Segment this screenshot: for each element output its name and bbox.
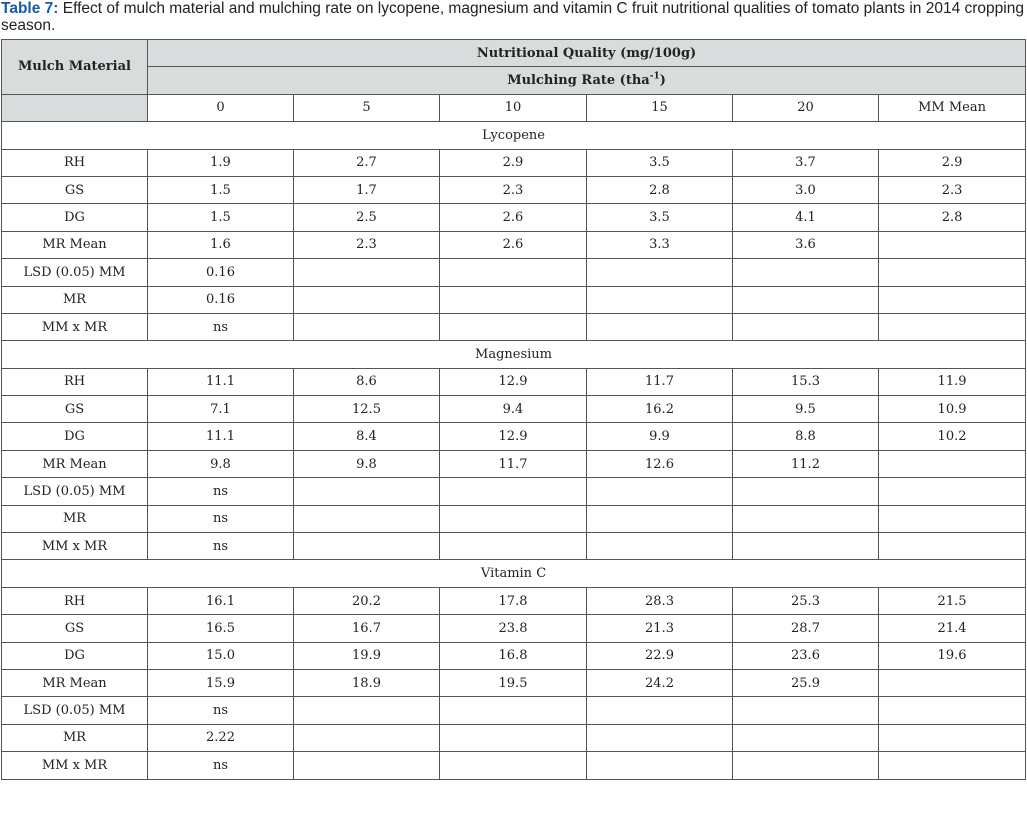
section-title: Vitamin C xyxy=(2,560,1026,587)
row-label: MM x MR xyxy=(2,533,148,560)
table-row xyxy=(2,505,1026,532)
row-label: LSD (0.05) MM xyxy=(2,259,148,286)
row-label: DG xyxy=(2,204,148,231)
table-cell xyxy=(294,286,440,313)
table-cell xyxy=(587,724,733,751)
table-cell xyxy=(879,669,1026,696)
table-row xyxy=(2,752,1026,779)
table-cell: 11.7 xyxy=(440,450,587,477)
section-row xyxy=(2,122,1026,149)
row-label: GS xyxy=(2,176,148,203)
table-cell xyxy=(294,724,440,751)
column-header: 15 xyxy=(587,94,733,121)
table-cell xyxy=(733,505,879,532)
table-cell: 2.6 xyxy=(440,231,587,258)
table-row xyxy=(2,615,1026,642)
table-cell: 1.6 xyxy=(148,231,294,258)
table-cell: 1.7 xyxy=(294,176,440,203)
table-cell: 16.8 xyxy=(440,642,587,669)
table-cell: 22.9 xyxy=(587,642,733,669)
table-cell: 8.6 xyxy=(294,368,440,395)
table-row xyxy=(2,697,1026,724)
table-body xyxy=(2,40,1026,780)
table-cell xyxy=(879,313,1026,340)
table-cell xyxy=(879,505,1026,532)
header-row-columns xyxy=(2,94,1026,121)
row-label: DG xyxy=(2,423,148,450)
table-cell xyxy=(294,505,440,532)
row-label: LSD (0.05) MM xyxy=(2,697,148,724)
table-cell: ns xyxy=(148,697,294,724)
table-cell: 19.9 xyxy=(294,642,440,669)
table-row xyxy=(2,450,1026,477)
table-cell: 9.8 xyxy=(148,450,294,477)
table-cell xyxy=(879,259,1026,286)
header-row-group xyxy=(2,40,1026,67)
table-row xyxy=(2,204,1026,231)
table-cell: 20.2 xyxy=(294,587,440,614)
row-header-mulch-material: Mulch Material xyxy=(2,40,148,95)
table-cell xyxy=(440,286,587,313)
table-cell xyxy=(879,697,1026,724)
header-blank-cell xyxy=(2,94,148,121)
column-header: 20 xyxy=(733,94,879,121)
table-cell xyxy=(733,478,879,505)
table-cell: 15.0 xyxy=(148,642,294,669)
table-row xyxy=(2,286,1026,313)
table-cell: 28.7 xyxy=(733,615,879,642)
table-cell: 2.3 xyxy=(294,231,440,258)
table-cell xyxy=(733,313,879,340)
row-label: MR xyxy=(2,505,148,532)
table-cell xyxy=(733,533,879,560)
table-cell: 12.9 xyxy=(440,423,587,450)
row-label: MR xyxy=(2,724,148,751)
section-title: Magnesium xyxy=(2,341,1026,368)
table-cell xyxy=(440,697,587,724)
table-cell xyxy=(879,752,1026,779)
table-cell xyxy=(440,478,587,505)
table-cell: 3.5 xyxy=(587,149,733,176)
table-cell: 21.5 xyxy=(879,587,1026,614)
table-cell: 8.8 xyxy=(733,423,879,450)
row-label: MR Mean xyxy=(2,669,148,696)
row-label: MR Mean xyxy=(2,450,148,477)
table-cell: 9.8 xyxy=(294,450,440,477)
table-cell: 3.7 xyxy=(733,149,879,176)
table-cell: 24.2 xyxy=(587,669,733,696)
table-cell xyxy=(733,724,879,751)
table-cell xyxy=(440,313,587,340)
table-caption xyxy=(1,0,1025,34)
table-cell: 23.8 xyxy=(440,615,587,642)
table-cell xyxy=(294,478,440,505)
table-cell: ns xyxy=(148,313,294,340)
table-cell xyxy=(294,533,440,560)
row-label: MM x MR xyxy=(2,752,148,779)
table-cell: 1.9 xyxy=(148,149,294,176)
table-cell: 11.2 xyxy=(733,450,879,477)
table-cell: 2.7 xyxy=(294,149,440,176)
table-cell: 11.9 xyxy=(879,368,1026,395)
table-cell: 9.9 xyxy=(587,423,733,450)
table-cell: 25.9 xyxy=(733,669,879,696)
table-cell: 11.1 xyxy=(148,423,294,450)
table-cell: 19.6 xyxy=(879,642,1026,669)
table-cell xyxy=(587,697,733,724)
table-row xyxy=(2,642,1026,669)
table-cell: ns xyxy=(148,533,294,560)
table-cell xyxy=(587,478,733,505)
rate-header-suffix: ) xyxy=(659,73,666,89)
table-cell: 9.5 xyxy=(733,396,879,423)
table-cell xyxy=(440,724,587,751)
nutrition-table xyxy=(1,39,1026,780)
column-header: 10 xyxy=(440,94,587,121)
table-cell: 3.6 xyxy=(733,231,879,258)
column-header: MM Mean xyxy=(879,94,1026,121)
table-row xyxy=(2,533,1026,560)
table-cell: 21.3 xyxy=(587,615,733,642)
table-cell xyxy=(879,231,1026,258)
table-row xyxy=(2,259,1026,286)
table-cell: 7.1 xyxy=(148,396,294,423)
table-cell: 28.3 xyxy=(587,587,733,614)
table-cell: 2.3 xyxy=(879,176,1026,203)
table-cell xyxy=(587,752,733,779)
table-cell: ns xyxy=(148,478,294,505)
row-label: LSD (0.05) MM xyxy=(2,478,148,505)
table-cell: 0.16 xyxy=(148,286,294,313)
table-cell: 12.9 xyxy=(440,368,587,395)
table-row xyxy=(2,313,1026,340)
table-cell xyxy=(587,533,733,560)
table-cell: 4.1 xyxy=(733,204,879,231)
table-cell: 9.4 xyxy=(440,396,587,423)
row-label: MR Mean xyxy=(2,231,148,258)
table-cell: 19.5 xyxy=(440,669,587,696)
table-cell: 2.3 xyxy=(440,176,587,203)
section-row xyxy=(2,341,1026,368)
table-cell xyxy=(440,533,587,560)
table-row xyxy=(2,423,1026,450)
table-cell xyxy=(440,505,587,532)
header-row-rate xyxy=(2,67,1026,94)
row-label: GS xyxy=(2,615,148,642)
table-cell: 10.2 xyxy=(879,423,1026,450)
table-cell: 16.1 xyxy=(148,587,294,614)
table-cell: 25.3 xyxy=(733,587,879,614)
table-cell xyxy=(733,259,879,286)
caption-text: Effect of mulch material and mulching rate on lycopene, magnesium and vitamin C fruit nutritional qualities of tomato plants in 2014 cropping season. xyxy=(1,0,1024,34)
table-row xyxy=(2,478,1026,505)
table-cell: 10.9 xyxy=(879,396,1026,423)
table-cell xyxy=(587,259,733,286)
row-label: GS xyxy=(2,396,148,423)
table-cell: 23.6 xyxy=(733,642,879,669)
table-row xyxy=(2,176,1026,203)
table-row xyxy=(2,587,1026,614)
table-cell: 0.16 xyxy=(148,259,294,286)
column-header: 5 xyxy=(294,94,440,121)
table-cell: 2.8 xyxy=(879,204,1026,231)
table-cell: 16.2 xyxy=(587,396,733,423)
table-cell: 16.7 xyxy=(294,615,440,642)
table-cell: 11.1 xyxy=(148,368,294,395)
table-cell xyxy=(879,533,1026,560)
table-row xyxy=(2,724,1026,751)
table-row xyxy=(2,669,1026,696)
table-row xyxy=(2,396,1026,423)
table-cell: 3.0 xyxy=(733,176,879,203)
table-cell: 1.5 xyxy=(148,176,294,203)
table-cell: 2.9 xyxy=(440,149,587,176)
table-cell xyxy=(879,286,1026,313)
table-cell: 15.3 xyxy=(733,368,879,395)
table-row xyxy=(2,149,1026,176)
caption-label: Table 7: xyxy=(1,0,59,17)
table-cell xyxy=(879,478,1026,505)
table-cell: ns xyxy=(148,752,294,779)
row-label: RH xyxy=(2,149,148,176)
table-cell: 2.6 xyxy=(440,204,587,231)
rate-header-sup: -1 xyxy=(649,71,660,82)
table-cell: 3.5 xyxy=(587,204,733,231)
table-cell: 8.4 xyxy=(294,423,440,450)
rate-header-prefix: Mulching Rate (tha xyxy=(507,73,650,89)
table-cell: 1.5 xyxy=(148,204,294,231)
table-cell: 17.8 xyxy=(440,587,587,614)
table-cell: 11.7 xyxy=(587,368,733,395)
table-cell xyxy=(440,752,587,779)
table-cell xyxy=(733,286,879,313)
row-label: RH xyxy=(2,587,148,614)
table-cell xyxy=(440,259,587,286)
table-cell: 12.6 xyxy=(587,450,733,477)
table-cell xyxy=(879,724,1026,751)
table-row xyxy=(2,231,1026,258)
table-cell xyxy=(294,752,440,779)
row-label: RH xyxy=(2,368,148,395)
table-row xyxy=(2,368,1026,395)
table-cell: 16.5 xyxy=(148,615,294,642)
table-cell: 12.5 xyxy=(294,396,440,423)
column-header: 0 xyxy=(148,94,294,121)
table-cell xyxy=(294,259,440,286)
section-row xyxy=(2,560,1026,587)
table-cell: 2.22 xyxy=(148,724,294,751)
table-cell xyxy=(587,286,733,313)
table-cell xyxy=(294,313,440,340)
table-cell xyxy=(733,697,879,724)
table-cell: 15.9 xyxy=(148,669,294,696)
table-cell xyxy=(879,450,1026,477)
table-cell xyxy=(294,697,440,724)
rate-header xyxy=(148,67,1026,94)
table-cell: 18.9 xyxy=(294,669,440,696)
table-cell: ns xyxy=(148,505,294,532)
row-label: MM x MR xyxy=(2,313,148,340)
group-header: Nutritional Quality (mg/100g) xyxy=(148,40,1026,67)
section-title: Lycopene xyxy=(2,122,1026,149)
table-cell xyxy=(587,505,733,532)
table-cell: 2.5 xyxy=(294,204,440,231)
table-cell: 2.8 xyxy=(587,176,733,203)
table-cell: 21.4 xyxy=(879,615,1026,642)
table-cell xyxy=(733,752,879,779)
row-label: DG xyxy=(2,642,148,669)
table-cell: 2.9 xyxy=(879,149,1026,176)
row-label: MR xyxy=(2,286,148,313)
table-cell xyxy=(587,313,733,340)
table-cell: 3.3 xyxy=(587,231,733,258)
